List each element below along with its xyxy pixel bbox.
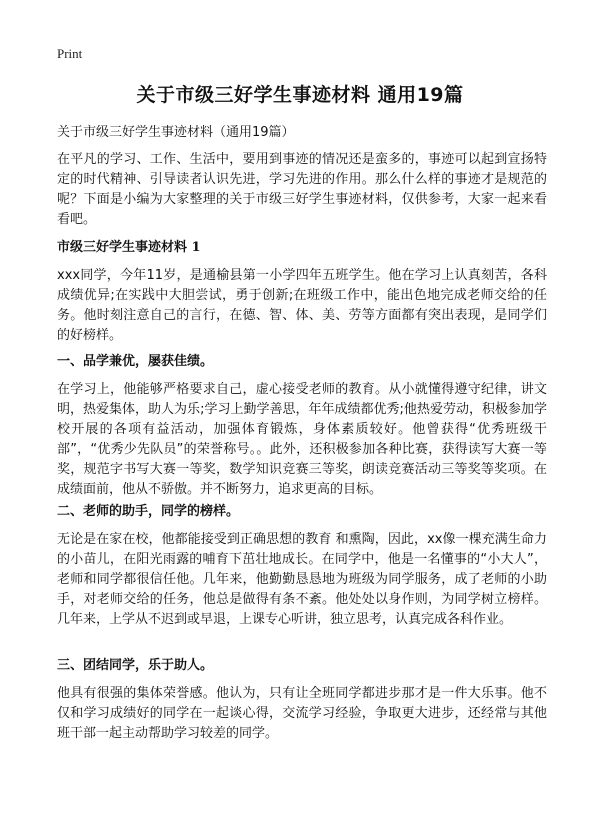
section-paragraph: xxx同学，今年11岁，是通榆县第一小学四年五班学生。他在学习上认真刻苦，各科成绩优异;在实践中大胆尝试，勇于创新;在班级工作中，能出色地完成老师交给的任务。他时刻注意自己的言行，在德、智、体、美、劳等方面都有突出表现，是同学们的好榜样。: [57, 268, 547, 343]
intro-paragraph: 在平凡的学习、工作、生活中，要用到事迹的情况还是蛮多的，事迹可以起到宣扬特定的时代精神、引导读者认识先进，学习先进的作用。那么什么样的事迹才是规范的呢？下面是小编为大家整理的关于市级三好学生事迹材料，仅供参考，大家一起来看看吧。: [57, 152, 547, 227]
subtitle: 关于市级三好学生事迹材料（通用19篇）: [57, 125, 295, 140]
part1-heading: 一、品学兼优，屡获佳绩。: [57, 354, 214, 369]
part2-paragraph: 无论是在家在校，他都能接受到正确思想的教育 和熏陶，因此，xx像一棵充满生命力的小苗儿，在阳光雨露的哺育下茁壮地成长。在同学中，他是一名懂事的“小大人”，老师和同学都很信任他。几年来，他勤勤恳恳地为班级为同学服务，成了老师的小助手，对老师交给的任务，他总是做得有条不紊。他处处以身作则，为同学树立榜样。几年来，上学从不迟到或早退，上课专心听讲，独立思考，认真完成各科作业。: [57, 532, 547, 627]
section-heading: 市级三好学生事迹材料 1: [57, 240, 201, 255]
part3-heading: 三、团结同学，乐于助人。: [57, 658, 214, 673]
page-title: 关于市级三好学生事迹材料 通用19篇: [136, 84, 464, 106]
print-link[interactable]: Print: [57, 46, 83, 61]
part3-paragraph: 他具有很强的集体荣誉感。他认为，只有让全班同学都进步那才是一件大乐事。他不仅和学习成绩好的同学在一起谈心得，交流学习经验，争取更大进步，还经常与其他班干部一起主动帮助学习较差的同学。: [57, 686, 547, 741]
part1-paragraph: 在学习上，他能够严格要求自己，虚心接受老师的教育。从小就懂得遵守纪律，讲文明，热爱集体，助人为乐;学习上勤学善思，年年成绩都优秀;他热爱劳动，积极参加学校开展的各项有益活动，加强体育锻炼，身体素质较好。他曾获得“优秀班级干部”，“优秀少先队员”的荣誉称号。。此外，还积极参加各种比赛，获得读写大赛一等奖，规范字书写大赛一等奖，数学知识竞赛三等奖，朗读竞赛活动三等奖等奖项。在成绩面前，他从不骄傲。并不断努力，追求更高的目标。: [57, 382, 547, 497]
part2-heading: 二、老师的助手，同学的榜样。: [57, 504, 240, 519]
